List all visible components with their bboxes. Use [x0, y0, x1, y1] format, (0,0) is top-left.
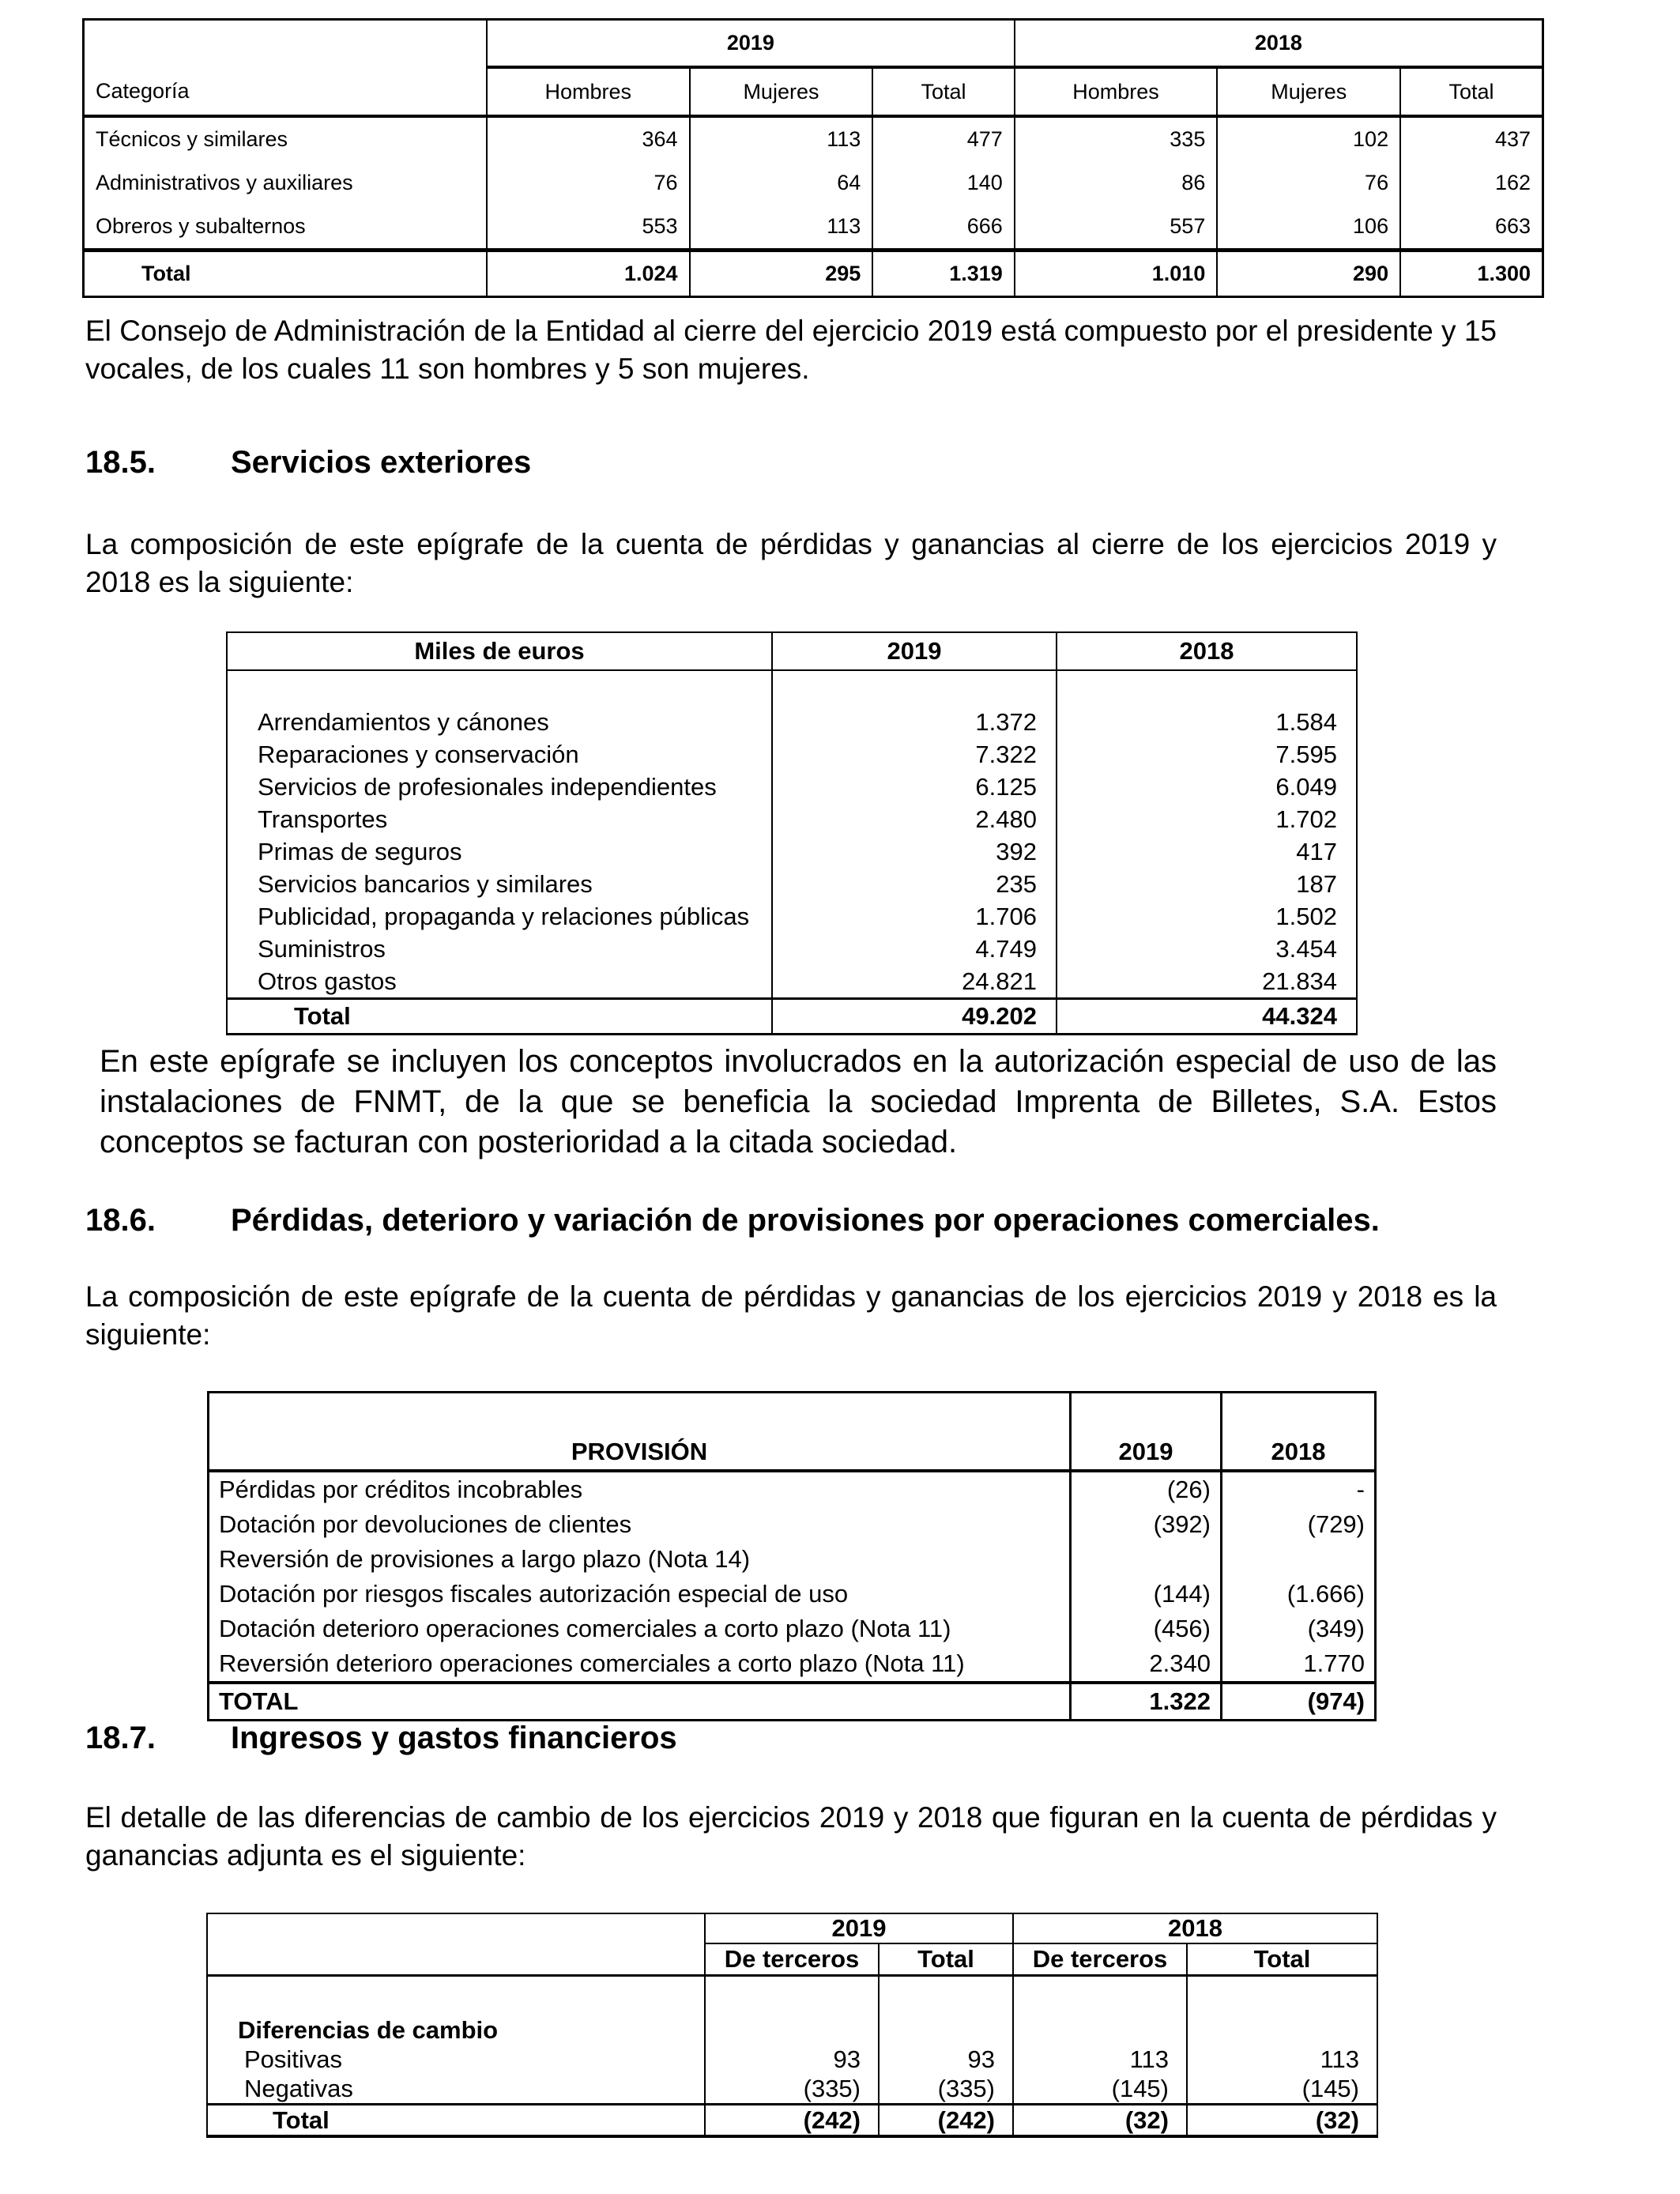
cell: 557	[1015, 205, 1218, 251]
cell: 6.125	[772, 771, 1057, 803]
cell: (145)	[1013, 2074, 1187, 2105]
row-label: Primas de seguros	[227, 835, 772, 868]
section-heading-18-5	[85, 445, 531, 481]
row-label: Administrativos y auxiliares	[84, 161, 488, 205]
table-header-row	[227, 632, 1357, 670]
cell: 113	[1013, 2045, 1187, 2074]
row-label: Servicios bancarios y similares	[227, 868, 772, 900]
cell: (32)	[1187, 2105, 1377, 2137]
cell: 113	[690, 205, 873, 251]
table-row	[84, 205, 1543, 251]
cell: 106	[1217, 205, 1400, 251]
cell: (242)	[705, 2105, 879, 2137]
table-row	[209, 1542, 1376, 1577]
row-label: Suministros	[227, 933, 772, 965]
column-header: De terceros	[1013, 1943, 1187, 1976]
table-row	[227, 933, 1357, 965]
diferencias-cambio-table	[206, 1913, 1378, 2138]
cell: 1.322	[1071, 1683, 1222, 1721]
total-label: Total	[84, 251, 488, 297]
row-label: Dotación por riesgos fiscales autorización especial de uso	[209, 1577, 1071, 1612]
cell: 21.834	[1057, 965, 1357, 999]
cell: (335)	[879, 2074, 1013, 2105]
section-title: Pérdidas, deterioro y variación de provisiones por operaciones comerciales.	[231, 1203, 1380, 1238]
table-row	[227, 900, 1357, 933]
cell: 76	[487, 161, 690, 205]
cell: 663	[1400, 205, 1543, 251]
table-row	[227, 738, 1357, 771]
cell: 49.202	[772, 999, 1057, 1035]
staff-by-category-table	[82, 18, 1544, 298]
column-header: Mujeres	[1217, 67, 1400, 116]
cell: (349)	[1222, 1612, 1376, 1646]
row-label: Otros gastos	[227, 965, 772, 999]
cell	[1071, 1542, 1222, 1577]
row-label: Reparaciones y conservación	[227, 738, 772, 771]
cell: 7.595	[1057, 738, 1357, 771]
cell: (729)	[1222, 1507, 1376, 1542]
cell: 93	[705, 2045, 879, 2074]
cell: -	[1222, 1471, 1376, 1507]
cell: (144)	[1071, 1577, 1222, 1612]
column-header: 2018	[1222, 1393, 1376, 1472]
table-total-row	[209, 1683, 1376, 1721]
table-header-row	[84, 20, 1543, 68]
cell: 187	[1057, 868, 1357, 900]
year-header-2019: 2019	[705, 1913, 1013, 1943]
cell: (392)	[1071, 1507, 1222, 1542]
cell: 3.454	[1057, 933, 1357, 965]
table-row	[209, 1507, 1376, 1542]
table-total-row	[84, 251, 1543, 297]
cell: (32)	[1013, 2105, 1187, 2137]
cell: (26)	[1071, 1471, 1222, 1507]
section-heading-18-6	[85, 1203, 1380, 1238]
year-header-2018: 2018	[1015, 20, 1543, 68]
column-header: Mujeres	[690, 67, 873, 116]
row-label: Dotación por devoluciones de clientes	[209, 1507, 1071, 1542]
row-label: Arrendamientos y cánones	[227, 706, 772, 738]
cell: 6.049	[1057, 771, 1357, 803]
cell: 2.480	[772, 803, 1057, 835]
table-row	[227, 803, 1357, 835]
cell: 44.324	[1057, 999, 1357, 1035]
cell: 553	[487, 205, 690, 251]
table-total-row	[227, 999, 1357, 1035]
section-number: 18.6.	[85, 1203, 156, 1238]
cell: 140	[872, 161, 1014, 205]
table-total-row	[207, 2105, 1377, 2137]
cell: 477	[872, 116, 1014, 161]
cell: 1.702	[1057, 803, 1357, 835]
cell: 86	[1015, 161, 1218, 205]
cell: 162	[1400, 161, 1543, 205]
provisiones-table	[207, 1391, 1377, 1721]
table-row	[227, 965, 1357, 999]
section-title: Ingresos y gastos financieros	[231, 1721, 677, 1755]
cell: 666	[872, 205, 1014, 251]
total-label: Total	[207, 2105, 705, 2137]
column-header: Total	[1400, 67, 1543, 116]
total-label: TOTAL	[209, 1683, 1071, 1721]
table-row	[209, 1577, 1376, 1612]
category-header: Categoría	[84, 20, 488, 117]
cell: 1.024	[487, 251, 690, 297]
cell: 417	[1057, 835, 1357, 868]
cell: 1.584	[1057, 706, 1357, 738]
table-row	[227, 706, 1357, 738]
table-row	[227, 771, 1357, 803]
column-header: De terceros	[705, 1943, 879, 1976]
cell: 113	[690, 116, 873, 161]
table-row	[209, 1612, 1376, 1646]
row-label: Publicidad, propaganda y relaciones públicas	[227, 900, 772, 933]
cell: 364	[487, 116, 690, 161]
group-label: Diferencias de cambio	[207, 2016, 705, 2045]
cell: 392	[772, 835, 1057, 868]
table-row	[84, 161, 1543, 205]
row-label: Pérdidas por créditos incobrables	[209, 1471, 1071, 1507]
cell: (145)	[1187, 2074, 1377, 2105]
section-intro-paragraph: La composición de este epígrafe de la cuenta de pérdidas y ganancias de los ejercicios 2019 y 2018 es la siguiente:	[85, 1280, 1497, 1351]
cell: 1.010	[1015, 251, 1218, 297]
table-row	[84, 116, 1543, 161]
column-header: Total	[879, 1943, 1013, 1976]
table-row	[227, 868, 1357, 900]
section-number: 18.7.	[85, 1721, 156, 1755]
table-row	[207, 2045, 1377, 2074]
cell: (242)	[879, 2105, 1013, 2137]
cell: 7.322	[772, 738, 1057, 771]
cell: 335	[1015, 116, 1218, 161]
group-row	[207, 2016, 1377, 2045]
table-row	[227, 835, 1357, 868]
table-header-row	[207, 1913, 1377, 1943]
row-label: Reversión de provisiones a largo plazo (Nota 14)	[209, 1542, 1071, 1577]
cell: 2.340	[1071, 1646, 1222, 1683]
cell: 1.706	[772, 900, 1057, 933]
cell: 1.319	[872, 251, 1014, 297]
cell: 24.821	[772, 965, 1057, 999]
cell	[1222, 1542, 1376, 1577]
section-heading-18-7	[85, 1721, 677, 1756]
column-header: Hombres	[487, 67, 690, 116]
fnmt-note-paragraph: En este epígrafe se incluyen los conceptos involucrados en la autorización especial de uso de las instalaciones de FNMT, de la que se beneficia la sociedad Imprenta de Billetes, S.A. Estos conceptos se facturan con posterioridad a la citada sociedad.	[100, 1044, 1497, 1159]
cell: 102	[1217, 116, 1400, 161]
section-intro-paragraph: El detalle de las diferencias de cambio de los ejercicios 2019 y 2018 que figuran en la cuenta de pérdidas y ganancias adjunta es el siguiente:	[85, 1801, 1497, 1872]
cell: 1.372	[772, 706, 1057, 738]
cell: 437	[1400, 116, 1543, 161]
cell: 1.770	[1222, 1646, 1376, 1683]
row-label: Dotación deterioro operaciones comerciales a corto plazo (Nota 11)	[209, 1612, 1071, 1646]
table-row	[209, 1471, 1376, 1507]
cell: 93	[879, 2045, 1013, 2074]
column-header: Hombres	[1015, 67, 1218, 116]
row-label: Servicios de profesionales independientes	[227, 771, 772, 803]
board-composition-paragraph: El Consejo de Administración de la Entidad al cierre del ejercicio 2019 está compuesto por el presidente y 15 vocales, de los cuales 11 son hombres y 5 son mujeres.	[85, 315, 1497, 385]
cell: 76	[1217, 161, 1400, 205]
row-label: Reversión deterioro operaciones comerciales a corto plazo (Nota 11)	[209, 1646, 1071, 1683]
column-header: 2019	[772, 632, 1057, 670]
row-label: Transportes	[227, 803, 772, 835]
cell: (974)	[1222, 1683, 1376, 1721]
column-header: 2019	[1071, 1393, 1222, 1472]
cell: (335)	[705, 2074, 879, 2105]
row-label: Técnicos y similares	[84, 116, 488, 161]
cell: 295	[690, 251, 873, 297]
cell: (456)	[1071, 1612, 1222, 1646]
cell: 235	[772, 868, 1057, 900]
table-row	[207, 2074, 1377, 2105]
cell: 290	[1217, 251, 1400, 297]
table-row	[209, 1646, 1376, 1683]
row-label: Positivas	[207, 2045, 705, 2074]
cell: 113	[1187, 2045, 1377, 2074]
year-header-2018: 2018	[1013, 1913, 1377, 1943]
row-label: Negativas	[207, 2074, 705, 2105]
column-header: Total	[872, 67, 1014, 116]
section-number: 18.5.	[85, 445, 156, 480]
cell: (1.666)	[1222, 1577, 1376, 1612]
column-header: 2018	[1057, 632, 1357, 670]
column-header: Miles de euros	[227, 632, 772, 670]
cell: 4.749	[772, 933, 1057, 965]
servicios-exteriores-table	[226, 631, 1358, 1035]
table-header-row	[209, 1393, 1376, 1472]
row-label: Obreros y subalternos	[84, 205, 488, 251]
total-label: Total	[227, 999, 772, 1035]
cell: 64	[690, 161, 873, 205]
cell: 1.300	[1400, 251, 1543, 297]
column-header: Total	[1187, 1943, 1377, 1976]
section-title: Servicios exteriores	[231, 445, 532, 480]
cell: 1.502	[1057, 900, 1357, 933]
section-intro-paragraph: La composición de este epígrafe de la cuenta de pérdidas y ganancias al cierre de los ejercicios 2019 y 2018 es la siguiente:	[85, 528, 1497, 598]
column-header: PROVISIÓN	[209, 1393, 1071, 1472]
year-header-2019: 2019	[487, 20, 1015, 68]
